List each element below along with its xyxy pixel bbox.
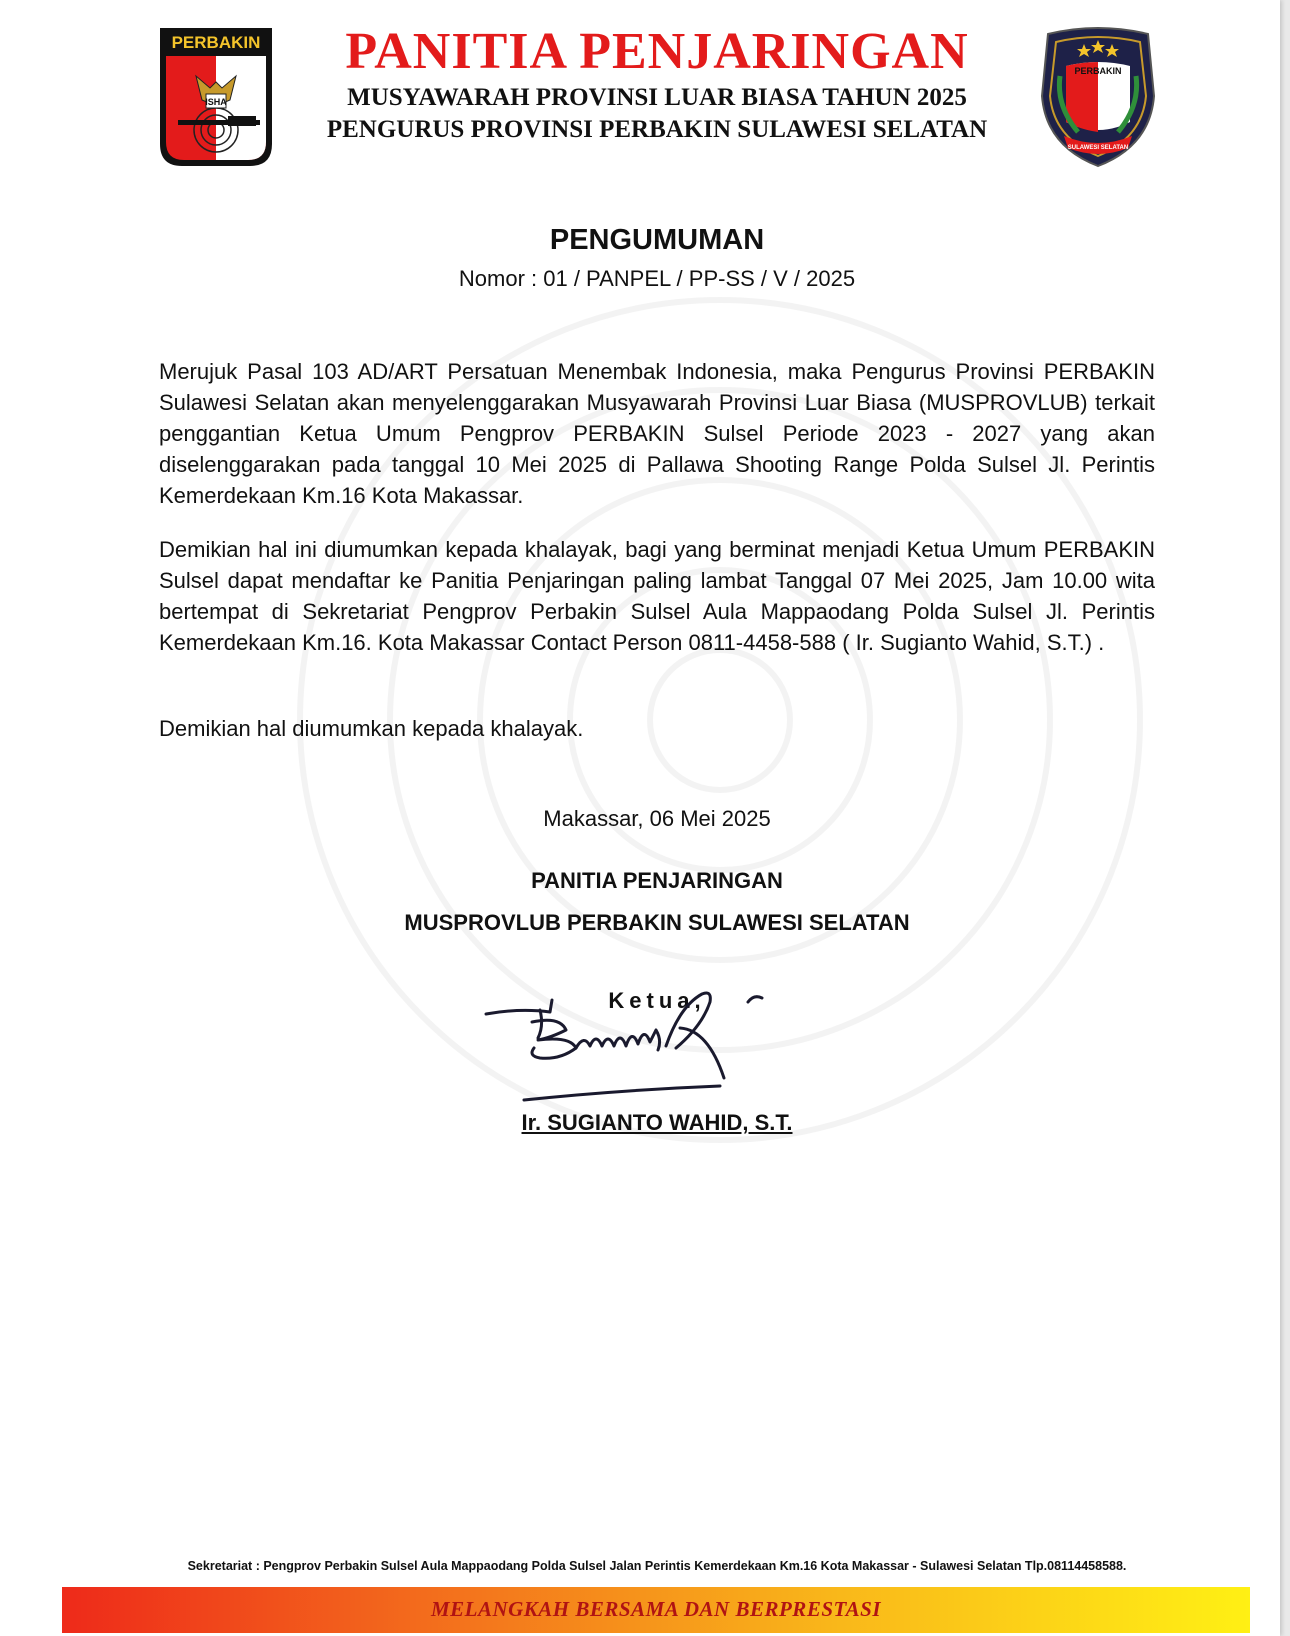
footer-banner (62, 1587, 1250, 1633)
signer-name: Ir. SUGIANTO WAHID, S.T. (521, 1110, 793, 1135)
announcement-number: Nomor : 01 / PANPEL / PP-SS / V / 2025 (458, 266, 856, 291)
header-subtitle-1: MUSYAWARAH PROVINSI LUAR BIASA TAHUN 2025 (347, 84, 967, 111)
perbakin-logo-left (158, 26, 274, 170)
body-paragraph-2: Demikian hal ini diumumkan kepada khalayak, bagi yang berminat menjadi Ketua Umum PERBAKIN Sulsel dapat mendaftar ke Panitia Penjaringan paling lambat Tanggal 07 Mei 2025, Jam 10.00 wita bertempat di Sekretariat Pengprov Perbakin Sulsel Aula Mappaodang Polda Sulsel Jl. Perintis Kemerdekaan Km.16. Kota Makassar Contact Person 0811-4458-588 ( Ir. Sugianto Wahid, S.T.) . (159, 537, 1155, 655)
footer-motto: MELANGKAH BERSAMA DAN BERPRESTASI (430, 1597, 882, 1621)
perbakin-sulsel-logo-right (1038, 26, 1158, 170)
logo-left-text: PERBAKIN (171, 33, 261, 52)
committee-line-2: MUSPROVLUB PERBAKIN SULAWESI SELATAN (404, 910, 910, 935)
announcement-title: PENGUMUMAN (549, 224, 765, 256)
header-subtitle-2: PENGURUS PROVINSI PERBAKIN SULAWESI SELATAN (326, 116, 988, 143)
footer-address: Sekretariat : Pengprov Perbakin Sulsel Aula Mappaodang Polda Sulsel Jalan Perintis Kemerdekaan Km.16 Kota Makassar - Sulawesi Selatan Tlp.08114458588. (187, 1559, 1127, 1573)
logo-right-ribbon: SULAWESI SELATAN (1067, 145, 1129, 151)
body-paragraph-1: Merujuk Pasal 103 AD/ART Persatuan Menembak Indonesia, maka Pengurus Provinsi PERBAKIN Sulawesi Selatan akan menyelenggarakan Musyawarah Provinsi Luar Biasa (MUSPROVLUB) terkait penggantian Ketua Umum Pengprov PERBAKIN Sulsel Periode 2023 - 2027 yang akan diselenggarakan pada tanggal 10 Mei 2025 di Pallawa Shooting Range Polda Sulsel Jl. Perintis Kemerdekaan Km.16 Kota Makassar. (159, 359, 1155, 508)
signer-role: Ketua, (608, 988, 706, 1013)
committee-line-1: PANITIA PENJARINGAN (531, 868, 783, 893)
place-date: Makassar, 06 Mei 2025 (543, 806, 771, 831)
logo-right-text: PERBAKIN (1074, 66, 1122, 76)
body-paragraph-3: Demikian hal diumumkan kepada khalayak. (159, 716, 584, 741)
handwritten-signature (480, 986, 820, 1116)
logo-left-badge: ISHA (205, 97, 227, 107)
header-title: PANITIA PENJARINGAN (345, 23, 969, 80)
